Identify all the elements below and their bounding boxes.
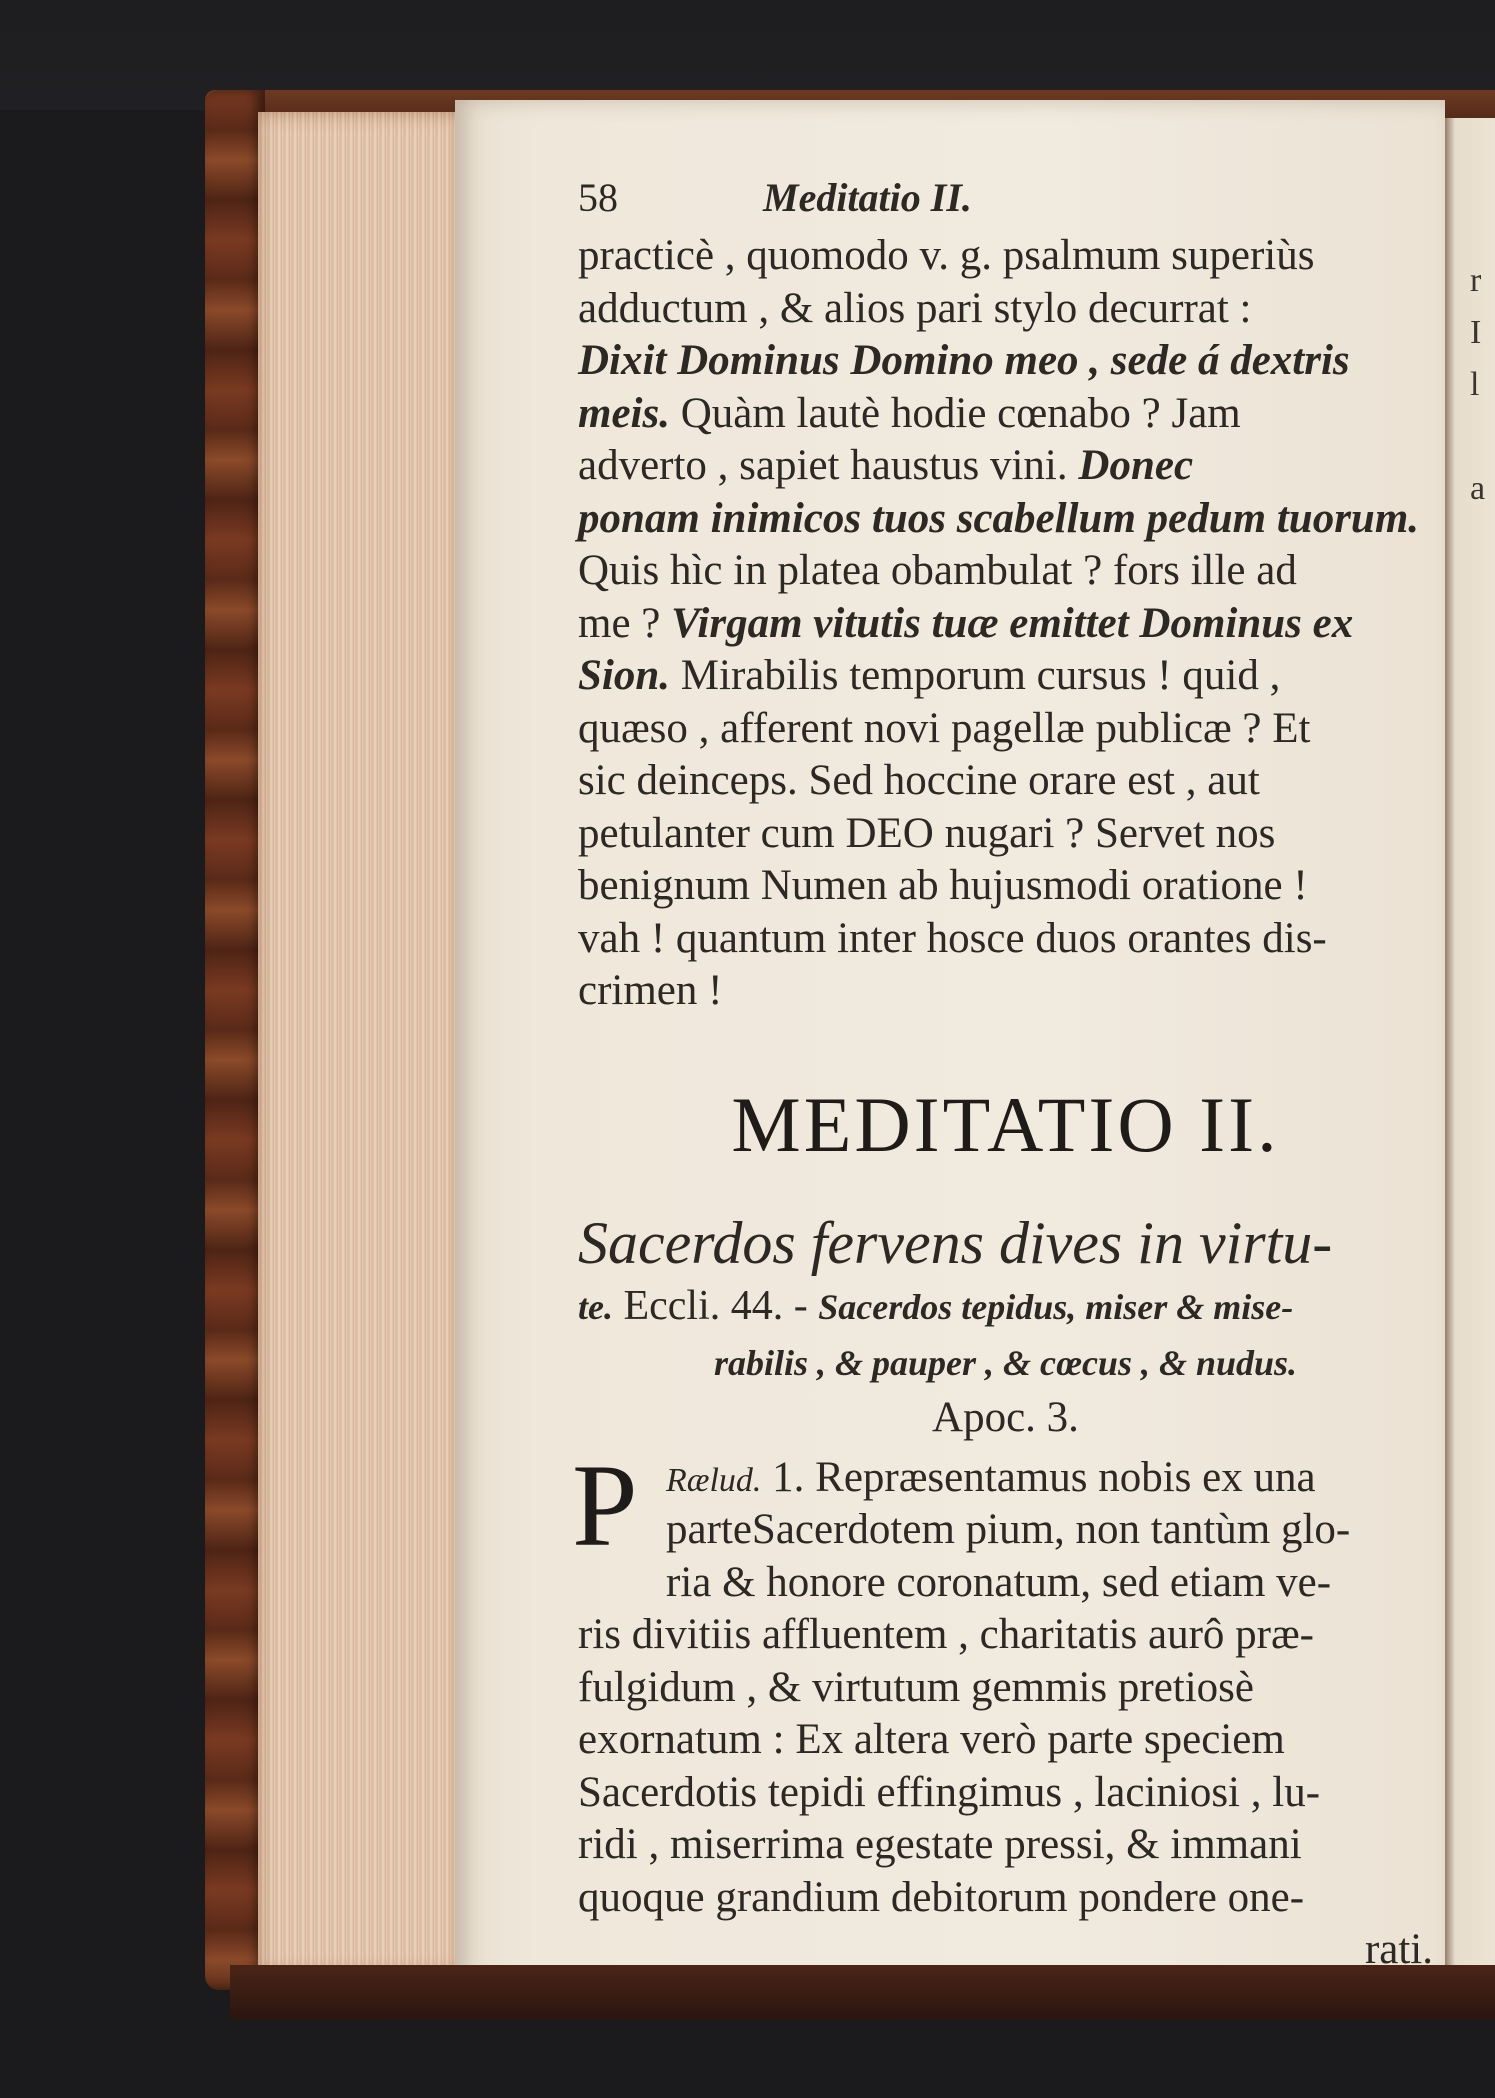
italic-quote-text: Dixit Dominus Domino meo , sede á dextris (578, 337, 1350, 384)
quote-continued: rabilis , & pauper , & cœcus , & nudus. (713, 1342, 1298, 1383)
subtitle-line-3 (578, 1335, 1433, 1390)
body-line (578, 493, 1433, 546)
facing-page-char: r (1470, 262, 1482, 299)
body-text-segment: vah ! quantum inter hosce duos orantes dis- (578, 914, 1327, 962)
page-number: 58 (578, 175, 618, 220)
italic-quote-text: Virgam vitutis tuæ emittet Dominus ex (671, 599, 1354, 647)
body-text-segment: me ? (578, 599, 672, 647)
paragraph-line: ria & honore coronatum, sed etiam ve- (666, 1558, 1332, 1606)
prelude-paragraph (572, 1439, 1433, 1977)
body-text-segment: Quis hìc in platea obambulat ? fors ille ad (578, 547, 1297, 594)
body-text-segment: adductum , & alios pari stylo decurrat : (578, 284, 1252, 332)
body-line (578, 860, 1433, 913)
italic-quote-text: ponam inimicos tuos scabellum pedum tuorum. (578, 494, 1420, 542)
prelude-label-end: ud. (718, 1461, 762, 1499)
paragraph-line-text: 1. Repræsentamus nobis ex una (761, 1453, 1316, 1501)
body-line (578, 545, 1433, 598)
facing-page-char (1470, 515, 1494, 567)
page-text (572, 168, 1433, 1977)
italic-quote-text: Sion. (578, 652, 671, 699)
body-line (578, 755, 1433, 808)
body-text-segment: Quàm lautè hodie cœnabo ? Jam (669, 389, 1241, 437)
body-text-segment: crimen ! (578, 967, 723, 1014)
page-edges (258, 112, 463, 1974)
body-line (578, 230, 1433, 283)
paragraph-line (578, 1452, 1433, 1505)
paragraph-line: parteSacerdotem pium, non tantùm glo- (666, 1506, 1351, 1553)
body-line (578, 388, 1433, 441)
body-line (578, 808, 1433, 861)
subtitle-line-2 (578, 1278, 1433, 1335)
italic-quote-text: Donec (1078, 442, 1194, 489)
body-text (578, 230, 1433, 1018)
body-text-segment: adverto , sapiet haustus vini. (578, 442, 1079, 489)
running-header (578, 168, 1433, 230)
body-line (578, 965, 1433, 1018)
body-line (578, 913, 1433, 966)
facing-page-char: l (1470, 366, 1480, 403)
italic-quote-text: meis. (578, 389, 670, 437)
body-line (578, 440, 1433, 493)
scripture-source: Apoc. 3. (932, 1393, 1079, 1441)
body-line (578, 598, 1433, 651)
paragraph-line: ridi , miserrima egestate pressi, & immani (578, 1821, 1302, 1868)
body-text-segment: petulanter cum DEO nugari ? Servet nos (578, 809, 1276, 857)
body-text-segment: sic deinceps. Sed hoccine orare est , aut (578, 757, 1260, 804)
paragraph-line: rati. (1364, 1926, 1433, 1973)
facing-page-char: I (1470, 314, 1482, 351)
running-head-title: Meditatio II. (763, 175, 972, 220)
body-line (578, 283, 1433, 336)
facing-page-char (1470, 411, 1494, 463)
body-text-segment: quæso , afferent novi pagellæ publicæ ? Et (578, 704, 1311, 752)
paragraph-line: ris divitiis affluentem , charitatis aurô præ- (578, 1611, 1314, 1658)
drop-cap: P (572, 1439, 638, 1571)
prelude-label: Ræl (666, 1461, 719, 1499)
section-heading: MEDITATIO II. (731, 1080, 1280, 1168)
paragraph-line: exornatum : Ex altera verò parte speciem (578, 1716, 1285, 1763)
paragraph-line: Sacerdotis tepidi effingimus , laciniosi , lu- (578, 1768, 1321, 1816)
citation: Eccli. 44. - (612, 1282, 819, 1329)
subtitle-line-1: Sacerdos fervens dives in virtu- (578, 1209, 1333, 1276)
body-text-segment: Mirabilis temporum cursus ! quid , (670, 652, 1281, 699)
subtitle-fragment: te. (578, 1286, 613, 1327)
body-text-segment: practicè , quomodo v. g. psalmum superiùs (578, 232, 1315, 279)
facing-page-char: a (1470, 470, 1486, 507)
book-spine (205, 90, 265, 1990)
body-text-segment: benignum Numen ab hujusmodi oratione ! (578, 862, 1308, 909)
paragraph-line: quoque grandium debitorum pondere one- (578, 1873, 1305, 1921)
paragraph-line: fulgidum , & virtutum gemmis pretiosè (578, 1663, 1254, 1711)
body-line (578, 703, 1433, 756)
quote-italic: Sacerdos tepidus, miser & mise- (818, 1286, 1294, 1327)
body-line (578, 335, 1433, 388)
facing-page-text (1470, 255, 1494, 567)
body-line (578, 650, 1433, 703)
